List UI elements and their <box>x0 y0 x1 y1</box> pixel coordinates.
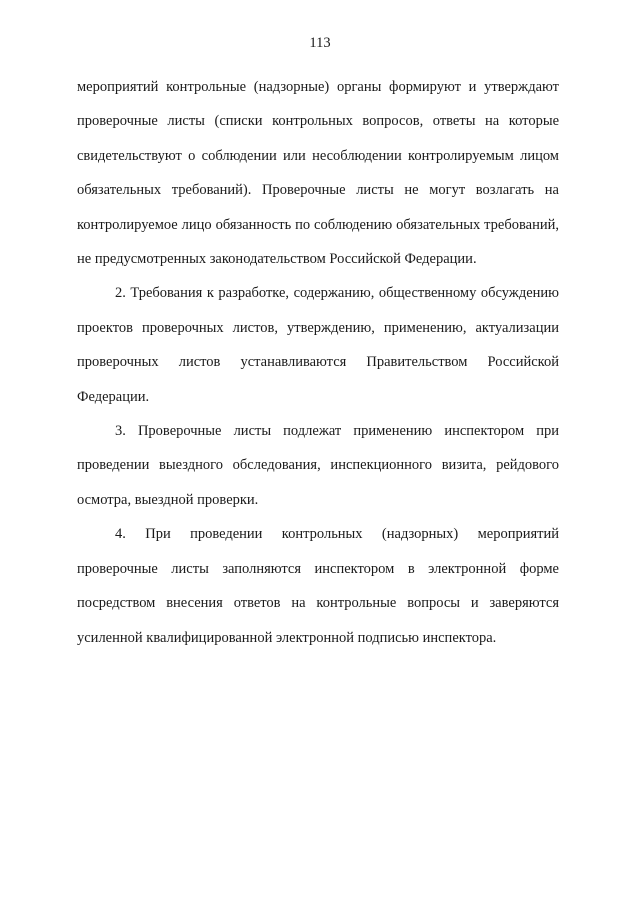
paragraph-item-4: 4. При проведении контрольных (надзорных) мероприятий проверочные листы заполняются инспектором в электронной форме посредством внесения ответов на контрольные вопросы и заверяются усиленной квалифицированной электронной подписью инспектора. <box>77 526 559 646</box>
paragraph-item-2: 2. Требования к разработке, содержанию, общественному обсуждению проектов проверочных листов, утверждению, применению, актуализации проверочных листов устанавливаются Правительством Российской Федерации. <box>77 285 559 405</box>
document-body <box>77 70 559 655</box>
paragraph-continuation: мероприятий контрольные (надзорные) органы формируют и утверждают проверочные листы (списки контрольных вопросов, ответы на которые свидетельствуют о соблюдении или несоблюдении контролируемым лицом обязательных требований). Проверочные листы не могут возлагать на контролируемое лицо обязанность по соблюдению обязательных требований, не предусмотренных законодательством Российской Федерации. <box>77 79 559 268</box>
paragraph-item-3: 3. Проверочные листы подлежат применению инспектором при проведении выездного обследования, инспекционного визита, рейдового осмотра, выездной проверки. <box>77 423 559 508</box>
page-number: 113 <box>309 35 331 51</box>
